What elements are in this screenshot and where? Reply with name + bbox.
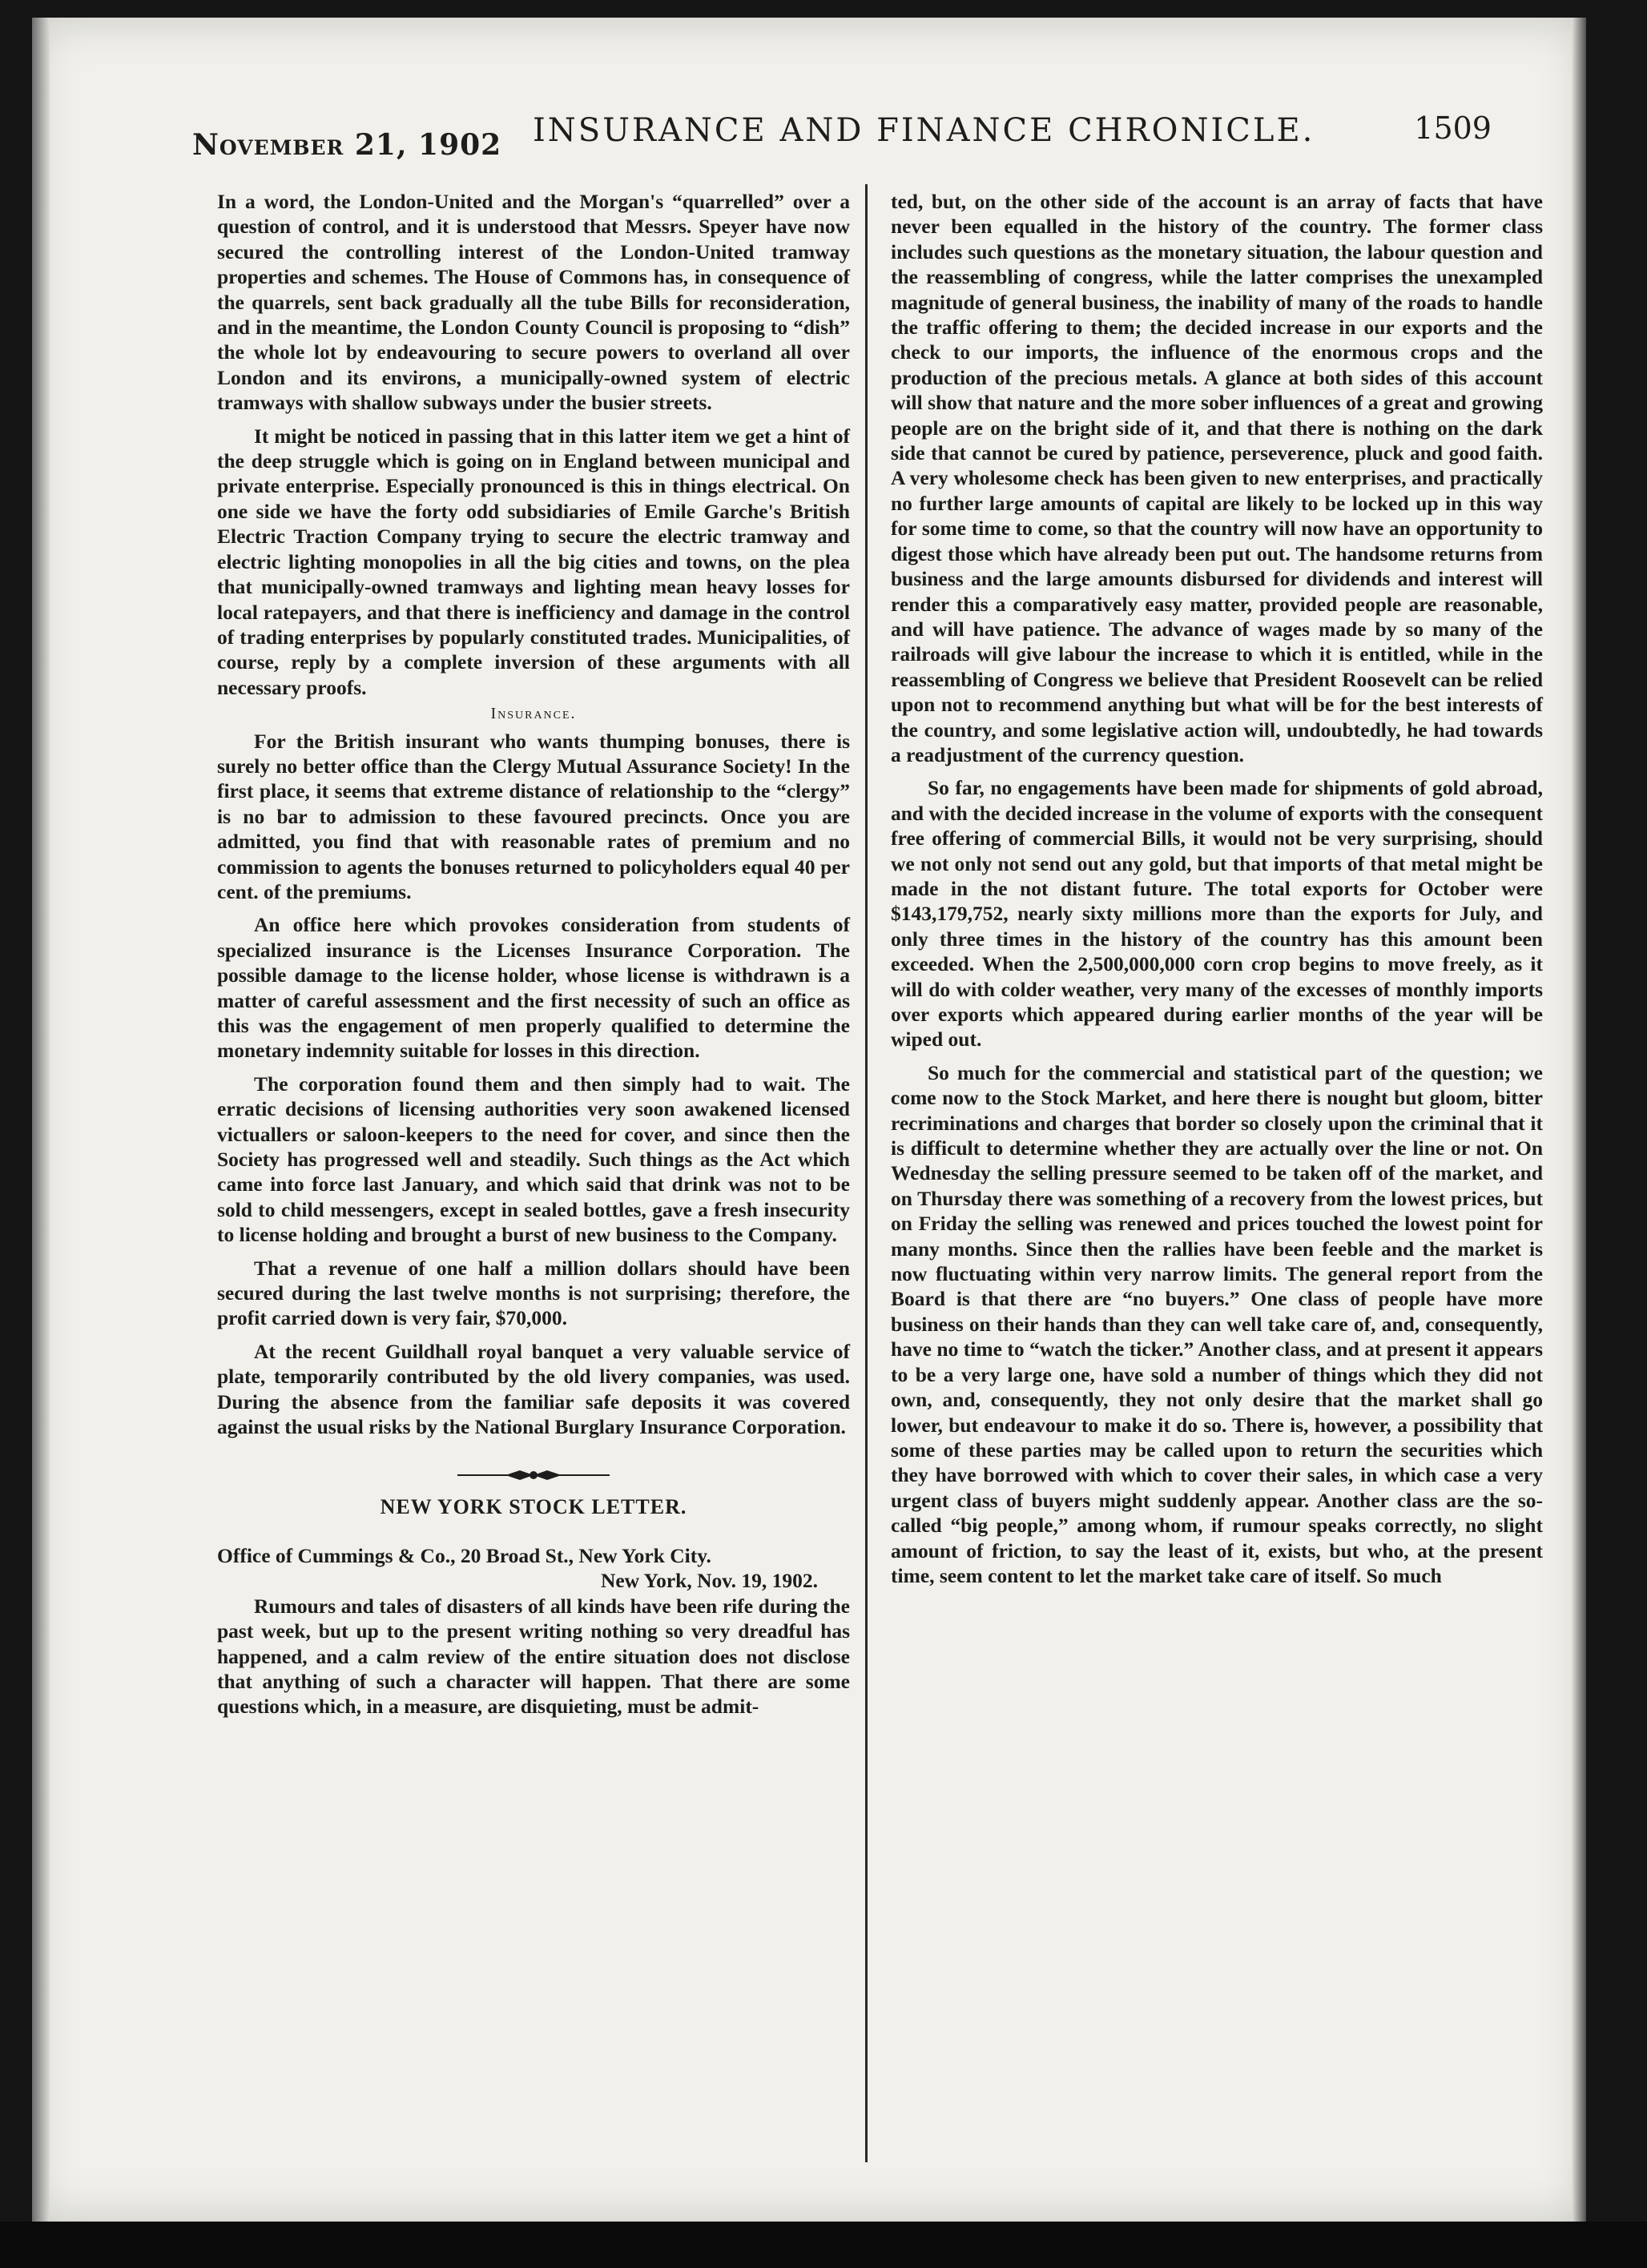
column-rule bbox=[865, 184, 868, 2162]
section-subheading: Insurance. bbox=[490, 705, 577, 723]
paragraph: The corporation found them and then simply had to wait. The erratic decisions of licensing authorities very soon awakened licensed victuallers or saloon-keepers to the need for cover, and since then the Society has progressed well and steadily. Such things as the Act which came into force last January, and which said that drink was not to be sold to child messengers, except in sealed bottles, gave a fresh insecurity to license holding and brought a burst of new business to the Company. bbox=[217, 1072, 850, 1247]
paragraph: So far, no engagements have been made for shipments of gold abroad, and with the decided increase in the volume of exports with the consequent free offering of commercial Bills, it would not be very surprising, should we not only not send out any gold, but that imports of that metal might be made in the not distant future. The total exports for October were $143,179,752, nearly sixty millions more than the exports for July, and only three times in the history of the country has this amount been exceeded. When the 2,500,000,000 corn crop begins to move freely, as it will do with colder weather, very many of the excesses of monthly imports over exports which appeared during earlier months of the year will be wiped out. bbox=[891, 776, 1543, 1052]
paragraph: It might be noticed in passing that in this latter item we get a hint of the deep struggle which is going on in England between municipal and private enterprise. Especially pronounced is this in things electrical. On one side we have the forty odd subsidiaries of Emile Garche's British Electric Traction Company trying to secure the electric tramway and electric lighting monopolies in all the big cities and towns, on the plea that municipally-owned tramways and lighting mean heavy losses for local ratepayers, and that there is inefficiency and damage in the control of trading enterprises by popularly constituted trades. Municipalities, of course, reply by a complete inversion of these arguments with all necessary proofs. bbox=[217, 424, 850, 699]
paragraph: So much for the commercial and statistical part of the question; we come now to the Stock Market, and here there is nought but gloom, bitter recriminations and charges that border so closely upon the criminal that it is difficult to determine whether they are actually over the line or not. On Wednesday the selling pressure seemed to be taken off of the market, and on Thursday there was something of a recovery from the lowest prices, but on Friday the selling was renewed and prices touched the lowest point for many months. Since then the rallies have been feeble and the market is now fluctuating within very narrow limits. The general report from the Board is that there are “no buyers.” One class of people have more business on their hands than they can well take care of, and, consequently, have no time to “watch the ticker.” Another class, and at present it appears to be a very large one, have sold a number of things which they did not own, and, consequently, they not only desire that the market shall go lower, but endeavour to make it do so. There is, however, a possibility that some of these parties may be called upon to return the securities which they have borrowed with which to cover their sales, in which case a very urgent class of buyers might suddenly appear. Another class are the so-called “big people,” among whom, if rumour speaks correctly, no slight amount of friction, to say the least of it, exists, but who, at the present time, seem content to let the market take care of itself. So much bbox=[891, 1060, 1543, 1587]
paragraph: Rumours and tales of disasters of all kinds have been rife during the past week, but up to the present writing nothing so very dreadful has happened, and a calm review of the entire situation does not disclose that anything of such a character will happen. That there are some questions which, in a measure, are disquieting, must be admit- bbox=[217, 1594, 850, 1719]
right-column bbox=[891, 189, 1543, 1588]
newspaper-page bbox=[32, 18, 1586, 2222]
running-header bbox=[160, 112, 1554, 163]
page-right-edge bbox=[1572, 18, 1586, 2222]
paragraph: At the recent Guildhall royal banquet a very valuable service of plate, temporarily contributed by the old livery companies, was used. During the absence from the familiar safe deposits it was covered against the usual risks by the National Burglary Insurance Corporation. bbox=[217, 1339, 850, 1439]
left-column bbox=[217, 189, 850, 1719]
office-line: Office of Cummings & Co., 20 Broad St., New York City. bbox=[217, 1543, 711, 1567]
ornamental-divider bbox=[217, 1464, 850, 1480]
paragraph: That a revenue of one half a million dollars should have been secured during the last twelve months is not surprising; therefore, the profit carried down is very fair, $70,000. bbox=[217, 1256, 850, 1330]
paragraph: For the British insurant who wants thumping bonuses, there is surely no better office than the Clergy Mutual Assurance Society! In the first place, it seems that extreme distance of relationship to the “clergy” is no bar to admission to these favoured precincts. Once you are admitted, you find that with reasonable rates of premium and no commission to agents the bonuses returned to policyholders equal 40 per cent. of the premiums. bbox=[217, 729, 850, 903]
scan-border bbox=[0, 2222, 1647, 2268]
paragraph: ted, but, on the other side of the account is an array of facts that have never been equalled in the history of the country. The former class includes such questions as the monetary situation, the labour question and the reassembling of congress, while the latter comprises the unexampled magnitude of general business, the inability of many of the roads to handle the traffic offering to them; the decided increase in our exports and the check to our imports, the influence of the enormous crops and the production of the precious metals. A glance at both sides of this account will show that nature and the more sober influences of a great and growing people are on the bright side of it, and that there is nothing on the dark side that cannot be cured by patience, perseverence, pluck and good faith. A very wholesome check has been given to new enterprises, and practically no further large amounts of capital are likely to be locked up in this way for some time to come, so that the country will now have an opportunity to digest those which have already been put out. The handsome returns from business and the large amounts disbursed for dividends and interest will render this a comparatively easy matter, provided people are reasonable, and will have patience. The advance of wages made by so many of the railroads will give labour the increase to which it is entitled, while in the reassembling of Congress we believe that President Roosevelt can be relied upon not to recommend anything but what will be for the best interests of the country, and some legislative action will, undoubtedly, he had towards a readjustment of the currency question. bbox=[891, 190, 1543, 766]
paragraph: In a word, the London-United and the Morgan's “quarrelled” over a question of control, and it is understood that Messrs. Speyer have now secured the controlling interest of the London-United tramway properties and schemes. The House of Commons has, in consequence of the quarrels, sent back gradually all the tube Bills for reconsideration, and in the meantime, the London County Council is proposing to “dish” the whole lot by endeavouring to secure powers to overland all over London and its environs, a municipally-owned system of electric tramways with shallow subways under the busier streets. bbox=[217, 190, 850, 415]
ornament-icon bbox=[457, 1467, 610, 1483]
issue-date: November 21, 1902 bbox=[192, 128, 502, 162]
page-left-edge bbox=[32, 18, 50, 2222]
dateline: New York, Nov. 19, 1902. bbox=[600, 1569, 818, 1593]
publication-title: INSURANCE AND FINANCE CHRONICLE. bbox=[533, 112, 1315, 149]
article-title: NEW YORK STOCK LETTER. bbox=[380, 1494, 687, 1518]
page-number: 1509 bbox=[1414, 111, 1492, 146]
paragraph: An office here which provokes consideration from students of specialized insurance is the Licenses Insurance Corporation. The possible damage to the license holder, whose license is withdrawn is a matter of careful assessment and the first necessity of such an office as this was the engagement of men properly qualified to determine the monetary indemnity suitable for losses in this direction. bbox=[217, 913, 850, 1063]
